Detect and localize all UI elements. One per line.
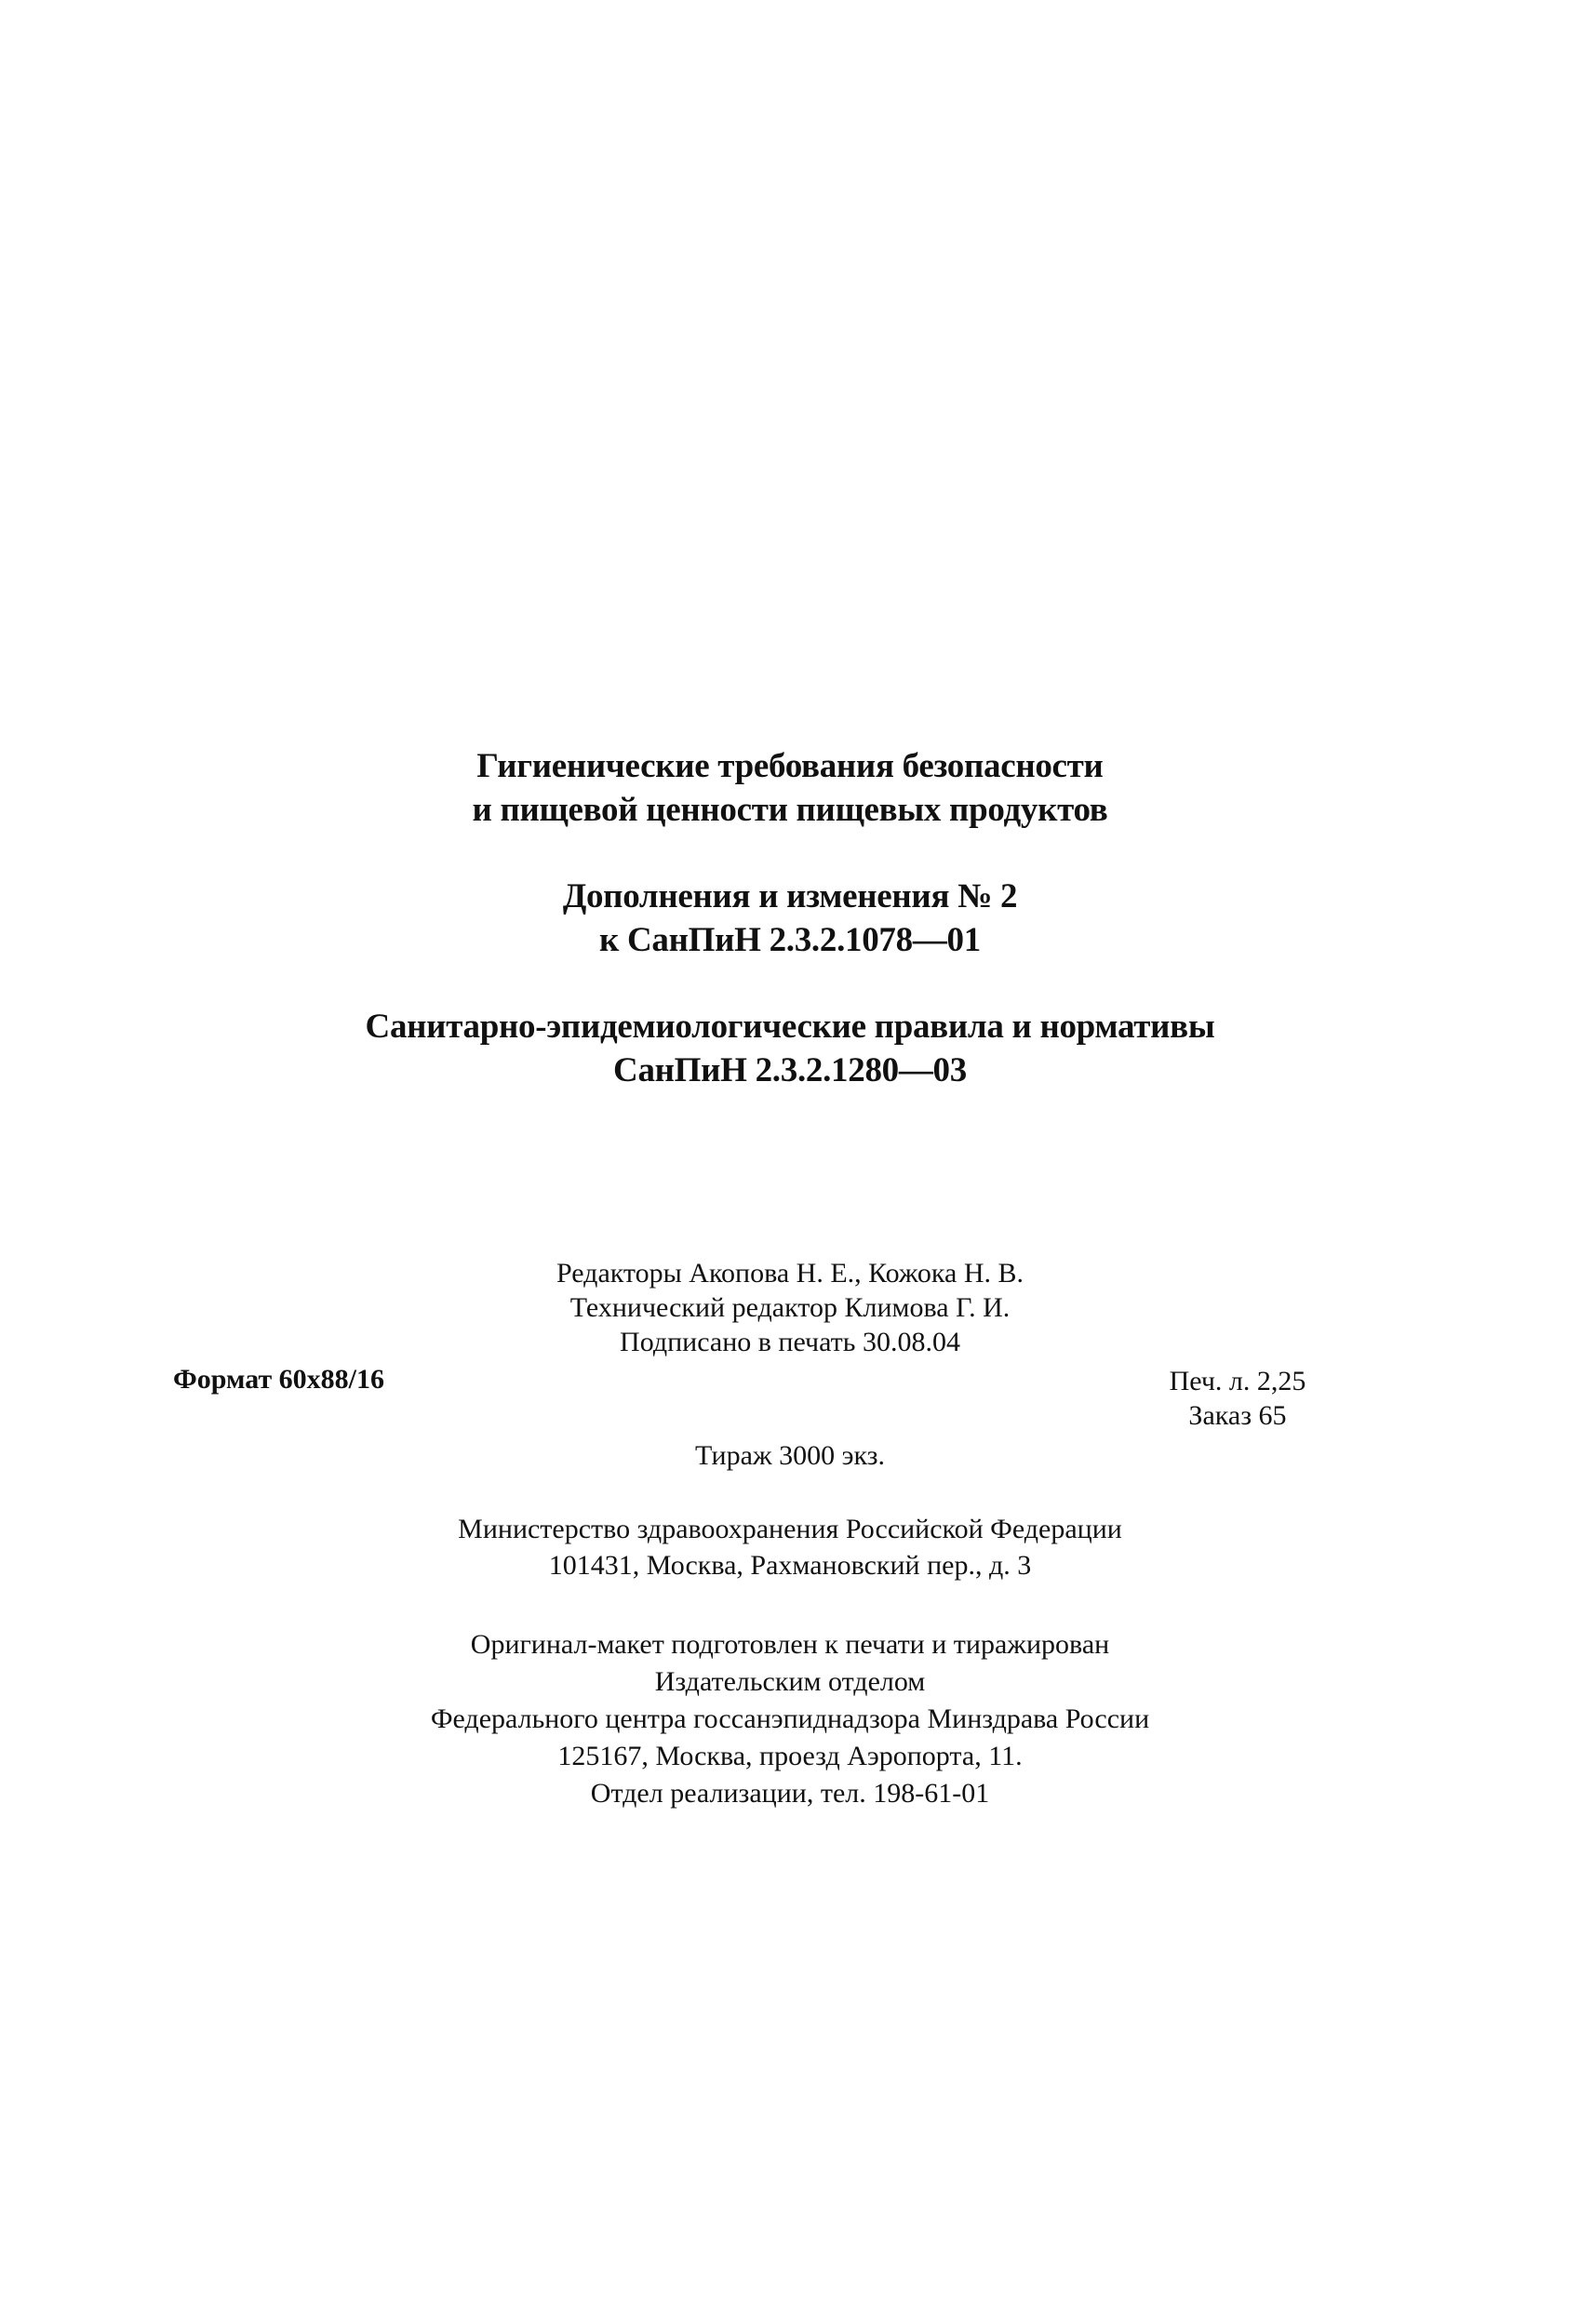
print-run (0, 1438, 1580, 1473)
publisher-info (0, 1511, 1580, 1583)
format-label: Формат 60x88/16 (173, 1364, 385, 1395)
editors-info (0, 1256, 1580, 1359)
layout-info (0, 1626, 1580, 1812)
rules-heading (0, 1005, 1580, 1092)
amendment-heading (0, 875, 1580, 962)
order-number: Заказ 65 (1188, 1400, 1287, 1431)
technical-editor-line: Технический редактор Климова Г. И. (569, 1292, 1011, 1323)
layout-line-5: Отдел реализации, тел. 198-61-01 (590, 1778, 990, 1809)
document-title (0, 744, 1580, 832)
publisher-address: 101431, Москва, Рахмановский пер., д. 3 (548, 1550, 1032, 1581)
layout-line-1: Оригинал-макет подготовлен к печати и тиражирован (470, 1629, 1110, 1660)
editors-line: Редакторы Акопова Н. Е., Кожока Н. В. (556, 1258, 1024, 1289)
print-run-line: Тираж 3000 экз. (694, 1440, 886, 1471)
publisher-name: Министерство здравоохранения Российской Федерации (458, 1514, 1122, 1544)
rules-line-2: СанПиН 2.3.2.1280—03 (613, 1051, 967, 1089)
amendment-line-2: к СанПиН 2.3.2.1078—01 (599, 921, 981, 959)
layout-line-4: 125167, Москва, проезд Аэропорта, 11. (557, 1741, 1023, 1771)
rules-line-1: Санитарно-эпидемиологические правила и нормативы (365, 1008, 1215, 1046)
layout-line-3: Федерального центра госсанэпиднадзора Минздрава России (430, 1703, 1150, 1734)
print-sheets: Печ. л. 2,25 (1169, 1366, 1306, 1396)
title-line-2: и пищевой ценности пищевых продуктов (472, 791, 1108, 829)
print-details (1163, 1364, 1312, 1433)
signed-to-print-line: Подписано в печать 30.08.04 (620, 1327, 960, 1357)
amendment-line-1: Дополнения и изменения № 2 (562, 877, 1018, 915)
layout-line-2: Издательским отделом (654, 1666, 926, 1697)
title-line-1: Гигиенические требования безопасности (476, 747, 1104, 785)
